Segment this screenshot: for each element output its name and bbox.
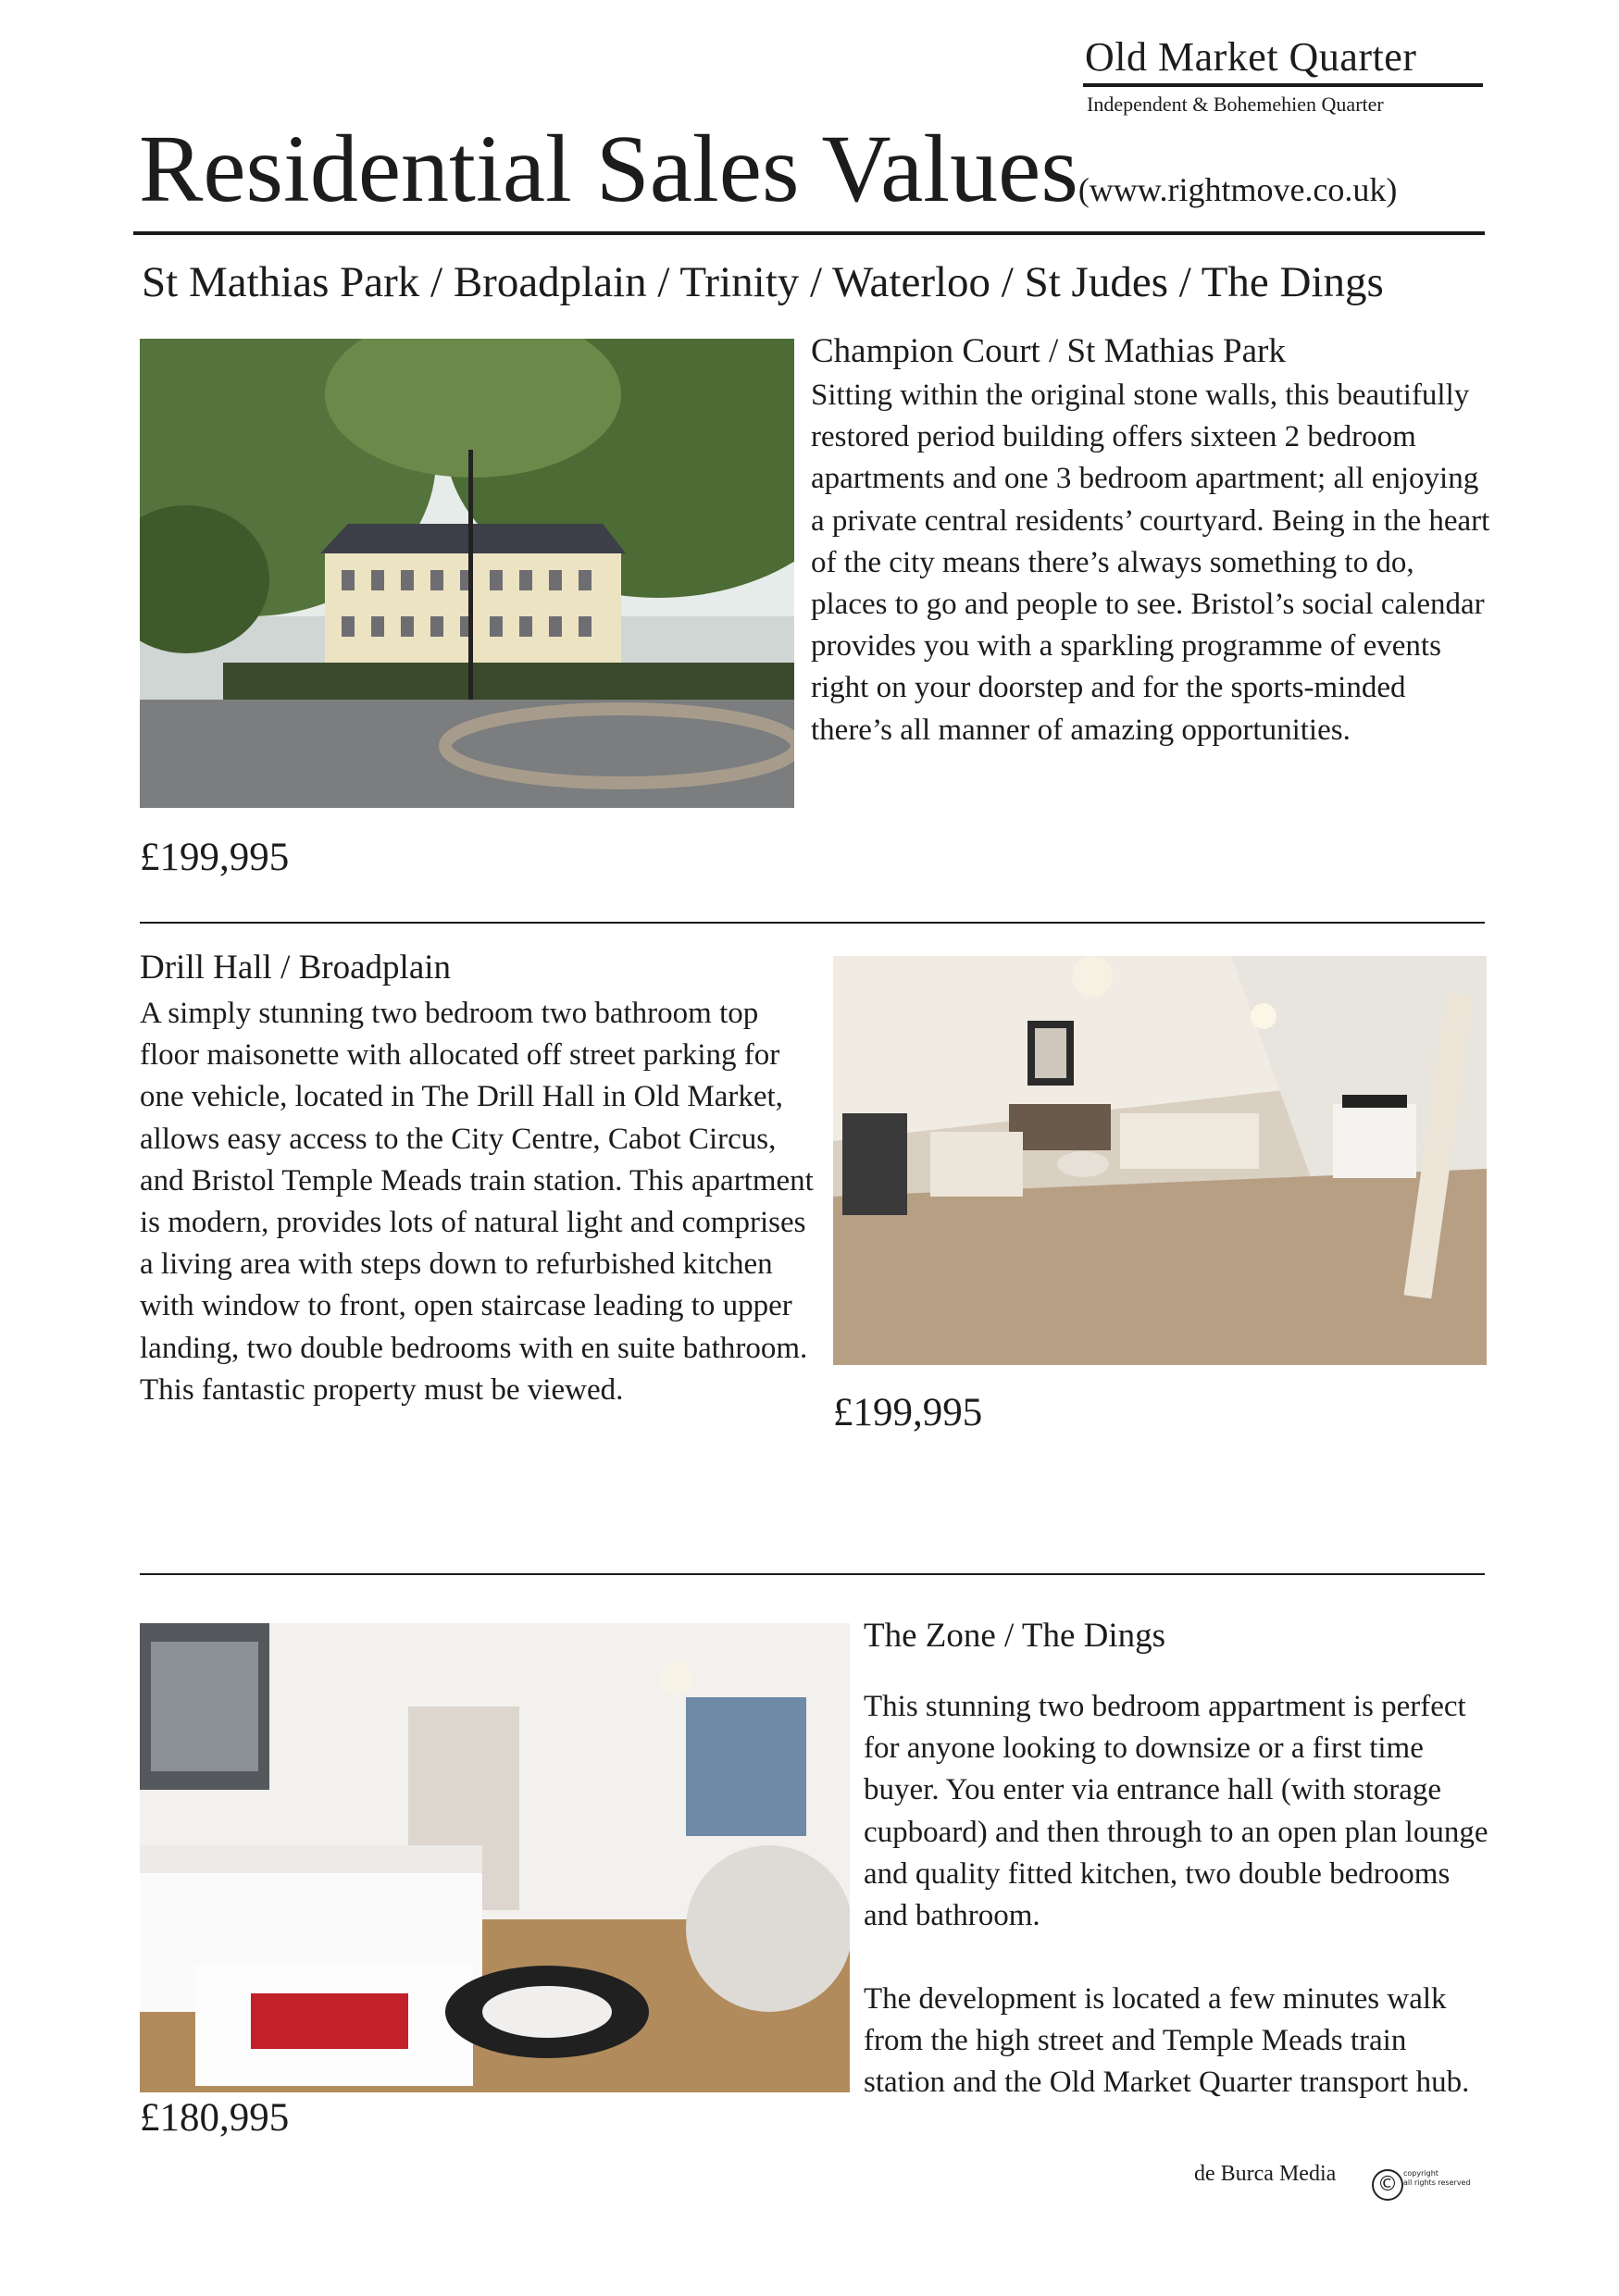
copyright-icon: © xyxy=(1372,2169,1403,2201)
listing-title: The Zone / The Dings xyxy=(864,1617,1166,1655)
section-divider xyxy=(140,922,1485,924)
listing-title: Drill Hall / Broadplain xyxy=(140,949,452,987)
open-plan-lounge-photo xyxy=(140,1623,850,2092)
page-title-source: (www.rightmove.co.uk) xyxy=(1077,171,1398,208)
maisonette-interior-photo xyxy=(833,956,1487,1365)
copyright-note xyxy=(1403,2169,1471,2188)
brand-underline xyxy=(1083,83,1483,87)
listing-price: £199,995 xyxy=(833,1391,983,1434)
copyright-note-line: copyright xyxy=(1403,2169,1438,2178)
listing-description-continued: The development is located a few minutes walk from the high street and Temple Meads train station and the Old Market Quarter transport hub. xyxy=(864,1982,1470,2100)
listing-description: This stunning two bedroom appartment is perfect for anyone looking to downsize or a first time buyer. You enter via entrance hall (with storage cupboard) and then through to an open plan lounge and quality fitted kitchen, two double bedrooms and bathroom. xyxy=(864,1690,1488,1933)
listing-description: Sitting within the original stone walls, this beautifully restored period building offers sixteen 2 bedroom apartments and one 3 bedroom apartment; all enjoying a private central residents’ courtyard. Being in the heart of the city means there’s always something to do, places to go and people to see. Bristol’s social calendar provides you with a sparkling programme of events right on your doorstep and for the sports-minded there’s all manner of amazing opportunities. xyxy=(811,379,1490,747)
listing-title: Champion Court / St Mathias Park xyxy=(811,332,1286,370)
page-title-text: Residential Sales Values xyxy=(139,116,1078,222)
period-building-photo xyxy=(140,339,794,808)
page-title xyxy=(139,116,1398,222)
listing-price: £180,995 xyxy=(140,2096,290,2140)
footer-credit: de Burca Media xyxy=(1194,2162,1337,2186)
copyright-note-line: all rights reserved xyxy=(1403,2178,1471,2187)
brand-title: Old Market Quarter xyxy=(1085,34,1417,80)
title-rule xyxy=(133,231,1485,235)
area-list: St Mathias Park / Broadplain / Trinity / Waterloo / St Judes / The Dings xyxy=(142,258,1384,306)
listing-price: £199,995 xyxy=(140,836,290,879)
section-divider xyxy=(140,1573,1485,1575)
listing-description: A simply stunning two bedroom two bathroom top floor maisonette with allocated off street parking for one vehicle, located in The Drill Hall in Old Market, allows easy access to the City Centre, Cabot Circus, and Bristol Temple Meads train station. This apartment is modern, provides lots of natural light and comprises a living area with steps down to refurbished kitchen with window to front, open staircase leading to upper landing, two double bedrooms with en suite bathroom. This fantastic property must be viewed. xyxy=(140,997,814,1407)
brand-subtitle: Independent & Bohemehien Quarter xyxy=(1087,93,1384,116)
